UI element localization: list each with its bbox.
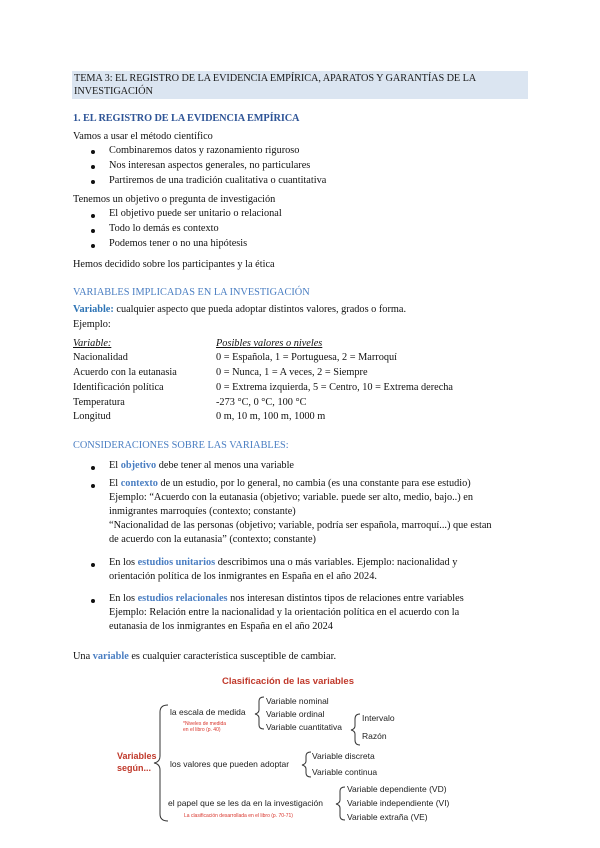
consideration-contexto-line: inmigrantes marroquíes (contexto; constante) <box>109 506 296 517</box>
variable-discreta: Variable discreta <box>312 751 375 761</box>
variable-extrana: Variable extraña (VE) <box>347 812 428 822</box>
text-run: debe tener al menos una variable <box>156 460 295 471</box>
bullet-item: Partiremos de una tradición cualitativa o cuantitativa <box>109 175 327 186</box>
table-cell-variable: Identificación política <box>73 382 164 393</box>
variable-ordinal: Variable ordinal <box>266 709 325 719</box>
consideration-unitarios-line: orientación política de los inmigrantes en España en el año 2024. <box>109 571 377 582</box>
subtype-razon: Razón <box>362 731 387 741</box>
text-run: describimos una o más variables. Ejemplo: nacionalidad y <box>215 557 458 568</box>
table-cell-variable: Longitud <box>73 411 111 422</box>
keyword-estudios-relacionales: estudios relacionales <box>137 593 228 604</box>
branch-escala-medida: la escala de medida <box>170 707 246 717</box>
text-run: Una <box>73 651 93 662</box>
section-heading-registro: 1. EL REGISTRO DE LA EVIDENCIA EMPÍRICA <box>73 113 300 124</box>
bullet-item: Nos interesan aspectos generales, no particulares <box>109 160 311 171</box>
subtype-intervalo: Intervalo <box>362 713 395 723</box>
text-run: nos interesan distintos tipos de relaciones entre variables <box>227 593 464 604</box>
bullet-item: El objetivo puede ser unitario o relacional <box>109 208 282 219</box>
keyword-estudios-unitarios: estudios unitarios <box>137 557 216 568</box>
text-run: En los <box>109 593 138 604</box>
variable-nominal: Variable nominal <box>266 696 329 706</box>
intro-objetivo: Tenemos un objetivo o pregunta de investigación <box>73 194 276 205</box>
branch3-bracket <box>336 787 345 820</box>
text-run: de un estudio, por lo general, no cambia (es una constante para ese estudio) <box>157 478 471 489</box>
branch1-note: en el libro (p. 40) <box>183 727 221 733</box>
bullet-item: Podemos tener o no una hipótesis <box>109 238 248 249</box>
branch1-note: *Niveles de medida <box>183 721 227 727</box>
table-cell-values: 0 = Extrema izquierda, 5 = Centro, 10 = Extrema derecha <box>216 382 453 393</box>
branch-papel: el papel que se les da en la investigación <box>168 798 323 808</box>
document-title: TEMA 3: EL REGISTRO DE LA EVIDENCIA EMPÍRICA, APARATOS Y GARANTÍAS DE LA INVESTIGACIÓN <box>74 73 476 98</box>
text-run: En los <box>109 557 138 568</box>
closing-participantes: Hemos decidido sobre los participantes y la ética <box>73 259 275 270</box>
variable-independiente: Variable independiente (VI) <box>347 798 450 808</box>
keyword-contexto: contexto <box>120 478 158 489</box>
text-run: El <box>109 460 121 471</box>
bullet-item: Todo lo demás es contexto <box>109 223 219 234</box>
consideration-contexto-line: de acuerdo con la eutanasia” (contexto; constante) <box>109 534 316 545</box>
keyword-objetivo: objetivo <box>120 460 157 471</box>
text-run: es cualquier característica susceptible de cambiar. <box>128 651 337 662</box>
diagram-title: Clasificación de las variables <box>221 676 355 687</box>
variable-continua: Variable continua <box>312 767 378 777</box>
table-cell-values: 0 = Española, 1 = Portuguesa, 2 = Marroquí <box>216 352 397 363</box>
branch-valores: los valores que pueden adoptar <box>170 759 290 769</box>
table-header-variable: Variable: <box>73 338 112 349</box>
example-label: Ejemplo: <box>73 319 111 330</box>
branch1-sub-bracket <box>351 714 360 745</box>
table-cell-variable: Nacionalidad <box>73 352 128 363</box>
table-header-valores: Posibles valores o niveles <box>216 338 323 349</box>
section-heading-consideraciones: CONSIDERACIONES SOBRE LAS VARIABLES: <box>73 440 289 451</box>
intro-metodo: Vamos a usar el método científico <box>73 131 213 142</box>
table-cell-values: 0 m, 10 m, 100 m, 1000 m <box>216 411 326 422</box>
bullet-item: Combinaremos datos y razonamiento riguroso <box>109 145 300 156</box>
diagram-root-label: según... <box>117 763 152 773</box>
definition-text: cualquier aspecto que pueda adoptar distintos valores, grados o forma. <box>113 304 407 315</box>
diagram-root-label: Variables <box>117 751 157 761</box>
variable-cuantitativa: Variable cuantitativa <box>266 722 342 732</box>
definition-term: Variable: <box>73 304 114 315</box>
branch1-bracket <box>255 697 264 729</box>
table-cell-variable: Acuerdo con la eutanasia <box>73 367 177 378</box>
table-cell-values: 0 = Nunca, 1 = A veces, 2 = Siempre <box>216 367 368 378</box>
section-heading-variables: VARIABLES IMPLICADAS EN LA INVESTIGACIÓN <box>73 287 310 298</box>
branch2-bracket <box>302 752 311 777</box>
keyword-variable: variable <box>92 651 129 662</box>
consideration-relacionales-line: Ejemplo: Relación entre la nacionalidad y la orientación política en el acuerdo con la <box>109 607 460 618</box>
consideration-contexto-line: “Nacionalidad de las personas (objetivo; variable, podría ser española, marroquí...) que estan <box>109 520 492 531</box>
branch3-note: La clasificación desarrollada en el libro (p. 70-71) <box>184 813 293 819</box>
text-run: El <box>109 478 121 489</box>
table-cell-values: -273 °C, 0 °C, 100 °C <box>216 397 307 408</box>
consideration-relacionales-line: eutanasia de los inmigrantes en España en el año 2024 <box>109 621 333 632</box>
main-bracket <box>154 705 168 821</box>
table-cell-variable: Temperatura <box>73 397 125 408</box>
consideration-contexto-line: Ejemplo: “Acuerdo con la eutanasia (objetivo; variable. puede ser alto, medio, bajo..) en <box>109 492 473 503</box>
variable-dependiente: Variable dependiente (VD) <box>347 784 447 794</box>
